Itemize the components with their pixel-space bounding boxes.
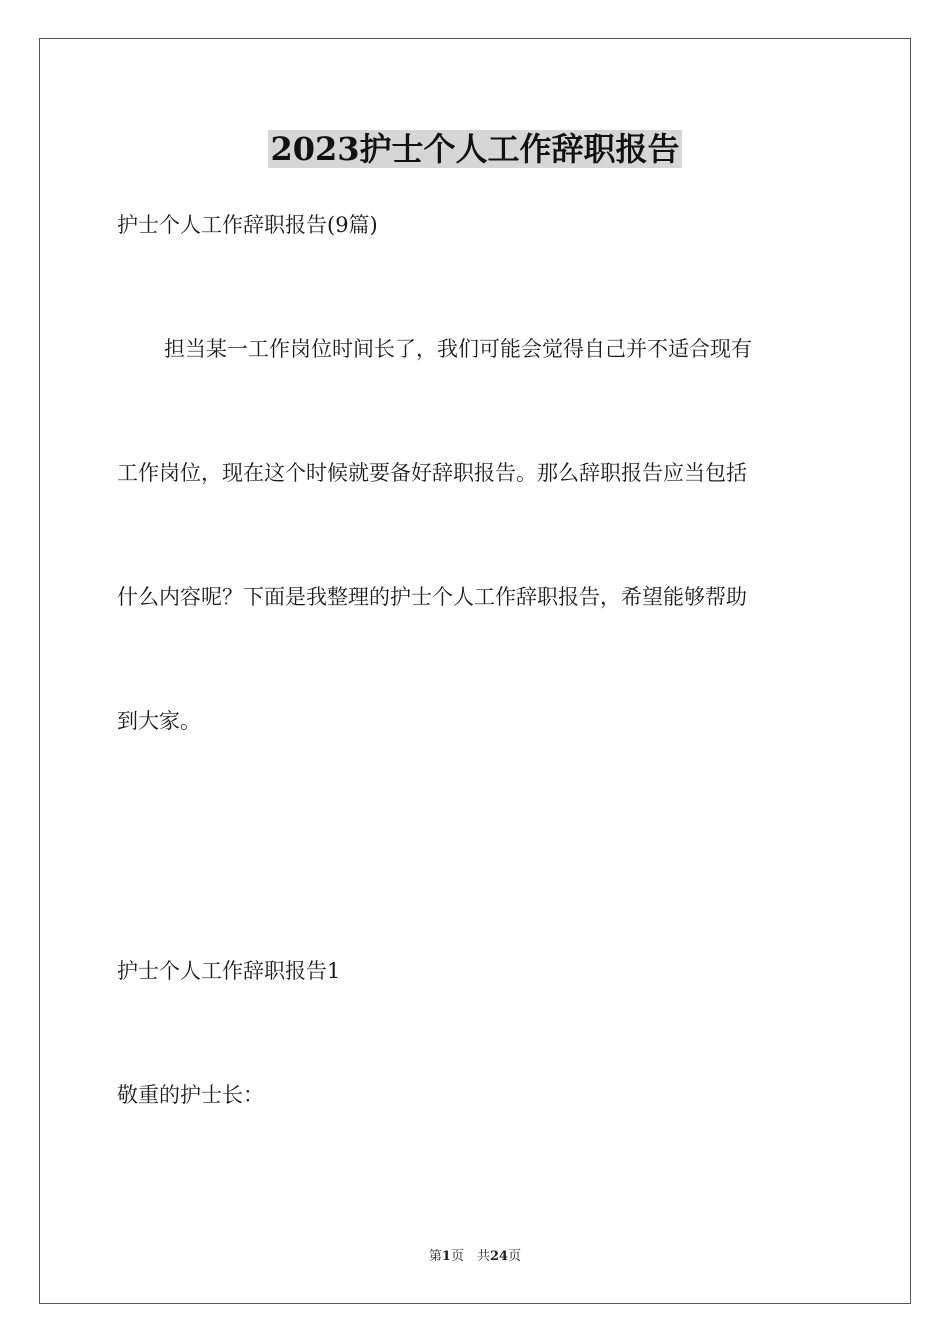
footer-page-mid: 页 共	[450, 1249, 490, 1264]
footer-page-suffix: 页	[508, 1249, 522, 1264]
intro-line-3: 什么内容呢？下面是我整理的护士个人工作辞职报告，希望能够帮助	[117, 585, 747, 609]
document-title	[0, 126, 950, 172]
document-subtitle: 护士个人工作辞职报告(9篇)	[117, 213, 378, 237]
section-heading: 护士个人工作辞职报告1	[117, 959, 341, 983]
footer-page-prefix: 第	[428, 1249, 442, 1264]
salutation: 敬重的护士长：	[117, 1083, 264, 1107]
footer-page-current: 1	[441, 1249, 451, 1264]
document-title-text: 2023护士个人工作辞职报告	[270, 130, 680, 168]
page-footer	[0, 1248, 950, 1266]
intro-line-2: 工作岗位，现在这个时候就要备好辞职报告。那么辞职报告应当包括	[117, 461, 747, 485]
intro-line-1: 担当某一工作岗位时间长了，我们可能会觉得自己并不适合现有	[164, 337, 752, 361]
footer-page-total: 24	[489, 1249, 509, 1264]
intro-line-4: 到大家。	[117, 709, 201, 733]
